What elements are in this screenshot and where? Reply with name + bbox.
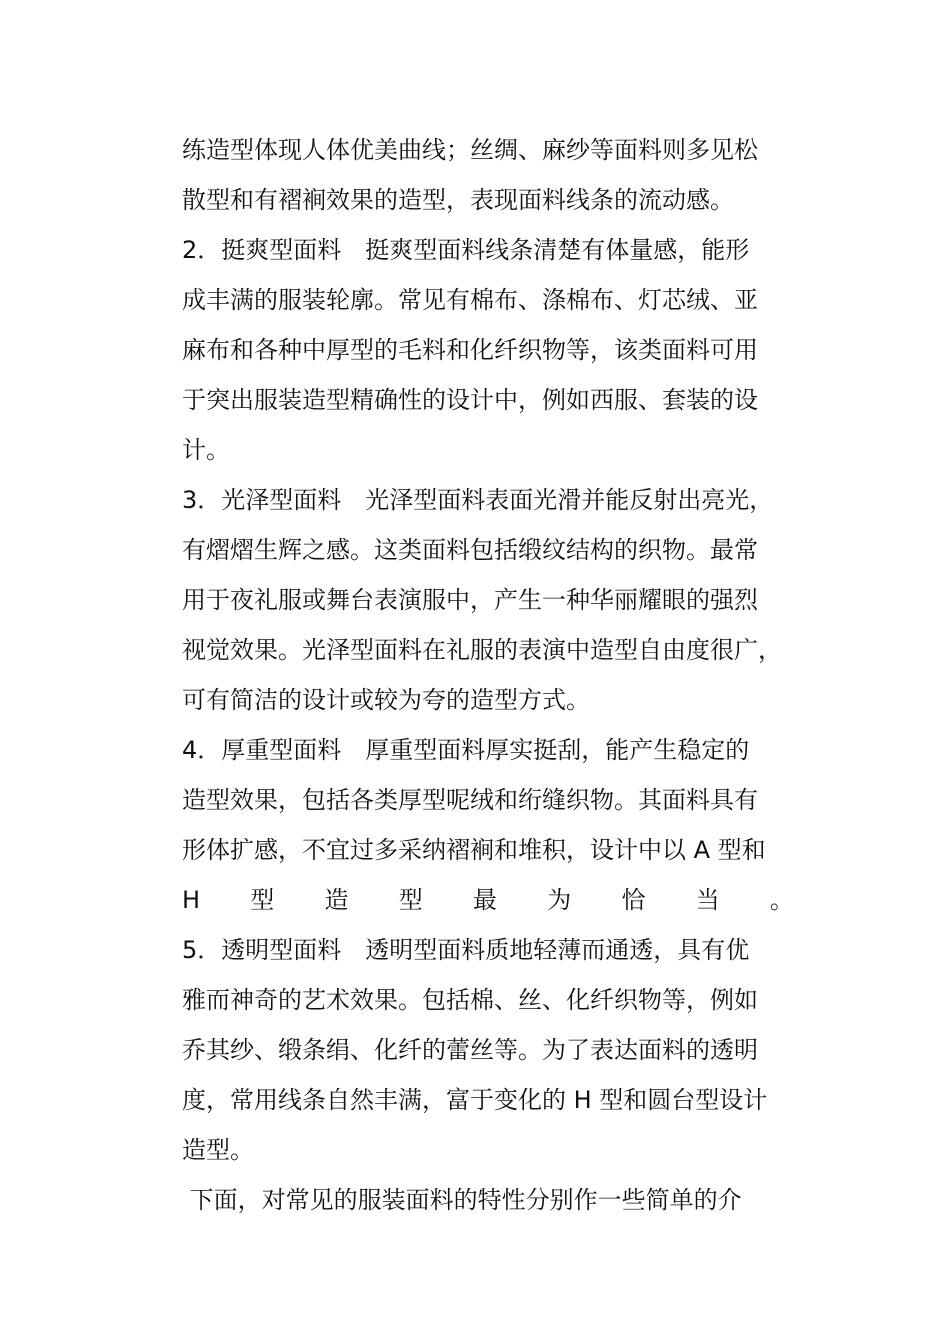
text-line: 乔其纱、缎条绢、化纤的蕾丝等。为了表达面料的透明 <box>182 1036 758 1064</box>
text-line: 散型和有褶裥效果的造型，表现面料线条的流动感。 <box>182 186 734 214</box>
spread-char: 最 <box>472 886 497 914</box>
spread-char: 。 <box>769 886 794 914</box>
text-line: 视觉效果。光泽型面料在礼服的表演中造型自由度很广， <box>182 636 782 664</box>
text-line: 用于夜礼服或舞台表演服中，产生一种华丽耀眼的强烈 <box>182 586 758 614</box>
text-line: 于突出服装造型精确性的设计中，例如西服、套装的设 <box>182 386 758 414</box>
text-line: 造型效果，包括各类厚型呢绒和绗缝织物。其面料具有 <box>182 786 758 814</box>
text-line: 雅而神奇的艺术效果。包括棉、丝、化纤织物等，例如 <box>182 986 758 1014</box>
spread-char: 造 <box>324 886 349 914</box>
text-line: 度，常用线条自然丰满，富于变化的 H 型和圆台型设计 <box>182 1086 768 1114</box>
text-line: 计。 <box>182 436 230 464</box>
spread-char: 当 <box>695 886 720 914</box>
spread-char: 恰 <box>621 886 646 914</box>
justified-text-line <box>182 880 794 920</box>
text-line: 麻布和各种中厚型的毛料和化纤织物等，该类面料可用 <box>182 336 758 364</box>
paragraph-start-line: 下面，对常见的服装面料的特性分别作一些简单的介 <box>182 1186 742 1214</box>
text-line: 形体扩感，不宜过多采纳褶裥和堆积，设计中以 A 型和 <box>182 836 766 864</box>
text-line: 练造型体现人体优美曲线；丝绸、麻纱等面料则多见松 <box>182 136 758 164</box>
spread-char: H <box>182 886 201 914</box>
text-line: 成丰满的服装轮廓。常见有棉布、涤棉布、灯芯绒、亚 <box>182 286 758 314</box>
spread-char: 为 <box>547 886 572 914</box>
section-3-heading-line: 3．光泽型面料 光泽型面料表面光滑并能反射出亮光， <box>182 486 774 514</box>
spread-char: 型 <box>398 886 423 914</box>
text-line: 可有简洁的设计或较为夸的造型方式。 <box>182 686 590 714</box>
text-line: 有熠熠生辉之感。这类面料包括缎纹结构的织物。最常 <box>182 536 758 564</box>
section-5-heading-line: 5．透明型面料 透明型面料质地轻薄而通透，具有优 <box>182 936 750 964</box>
section-4-heading-line: 4．厚重型面料 厚重型面料厚实挺刮，能产生稳定的 <box>182 736 750 764</box>
section-2-heading-line: 2．挺爽型面料 挺爽型面料线条清楚有体量感，能形 <box>182 236 750 264</box>
text-line: 造型。 <box>182 1136 254 1164</box>
spread-char: 型 <box>250 886 275 914</box>
